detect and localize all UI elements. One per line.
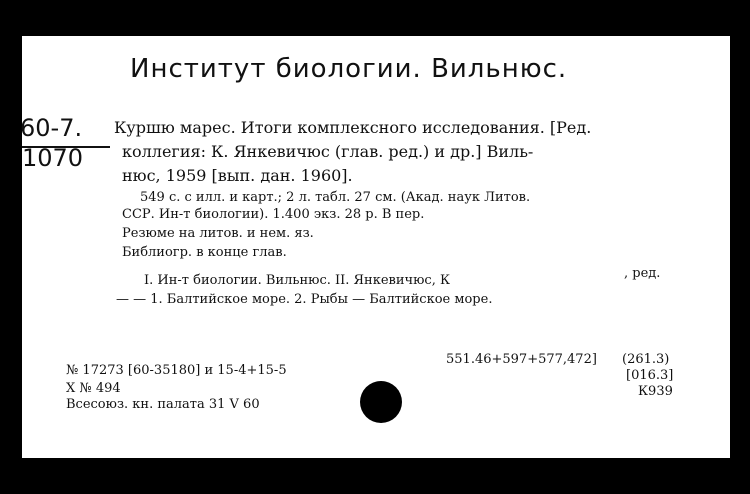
record-x-number: X № 494: [66, 381, 121, 396]
description-line-2: ССР. Ин-т биологии). 1.400 экз. 28 р. В пер.: [122, 207, 425, 222]
bbk-class-2: [016.3]: [626, 368, 674, 383]
udc-classification: 551.46+597+577,472]: [446, 352, 597, 367]
entry-line-3: нюс, 1959 [вып. дан. 1960].: [122, 166, 353, 185]
catalog-card: [22, 36, 730, 458]
note-summary: Резюме на литов. и нем. яз.: [122, 226, 314, 241]
entry-line-2: коллегия: К. Янкевичюс (глав. ред.) и др.] Виль-: [122, 142, 534, 161]
tracing-line-2: — — 1. Балтийское море. 2. Рыбы — Балтийское море.: [116, 292, 493, 307]
chamber-stamp: Всесоюз. кн. палата 31 V 60: [66, 397, 260, 412]
punch-hole: [360, 381, 402, 423]
handwritten-heading: Институт биологии. Вильнюс.: [130, 54, 568, 84]
note-bibliography: Библиогр. в конце глав.: [122, 245, 287, 260]
record-number: № 17273 [60-35180] и 15-4+15-5: [66, 363, 287, 378]
tracing-role: , ред.: [624, 266, 661, 281]
author-mark: К939: [638, 384, 673, 399]
tracing-line-1: I. Ин-т биологии. Вильнюс. II. Янкевичюс, К: [144, 273, 451, 288]
entry-line-1: Куршю марес. Итоги комплексного исследования. [Ред.: [114, 118, 592, 137]
call-number-bottom: 1070: [22, 144, 84, 172]
call-number-top: 60-7.: [20, 114, 83, 142]
bbk-class-1: (261.3): [622, 352, 670, 367]
description-line-1: 549 с. с илл. и карт.; 2 л. табл. 27 см. (Акад. наук Литов.: [140, 190, 531, 205]
